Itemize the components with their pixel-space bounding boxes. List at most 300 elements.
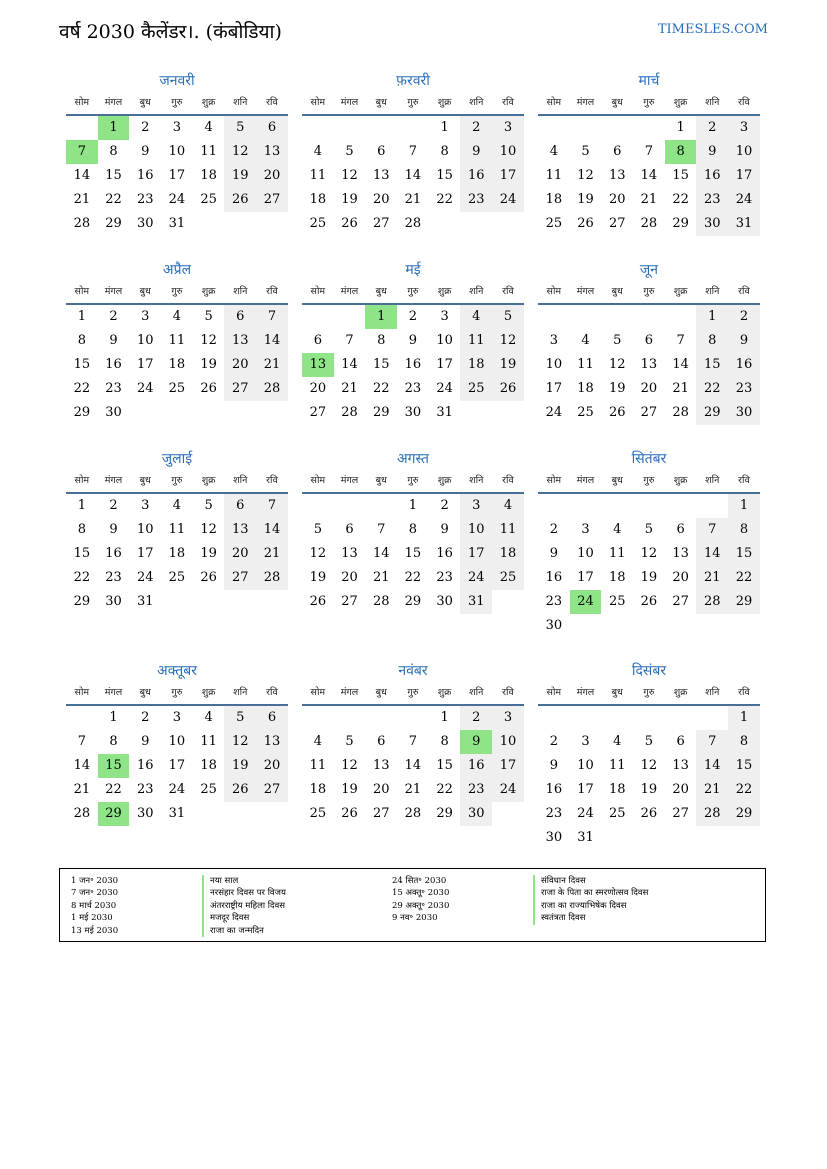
day-cell: 24	[136, 570, 154, 585]
weekday-label: शनि	[469, 97, 484, 108]
day-cell: 25	[492, 566, 524, 590]
empty-cell	[193, 212, 225, 236]
legend-name: स्वतंत्रता दिवस	[533, 912, 648, 924]
weekday-label: गुरु	[643, 97, 655, 108]
day-cell: 30	[136, 216, 154, 231]
day-cell: 2	[696, 116, 728, 140]
weekday-label: बुध	[375, 286, 387, 297]
day-cell: 28	[256, 377, 288, 401]
day-cell: 10	[460, 518, 492, 542]
empty-cell	[665, 494, 697, 518]
day-cell: 1	[440, 710, 449, 725]
day-cell: 31	[136, 594, 154, 609]
week-row	[538, 140, 760, 164]
week-row	[66, 140, 288, 164]
legend-date: 1 मई 2030	[71, 913, 113, 924]
empty-cell	[665, 706, 697, 730]
day-cell: 8	[440, 144, 449, 159]
weekday-header	[538, 470, 760, 494]
weekday-label: शनि	[705, 97, 720, 108]
legend-names-col1	[202, 875, 286, 937]
empty-cell	[365, 494, 397, 518]
week-row	[66, 518, 288, 542]
week-row	[538, 353, 760, 377]
day-cell: 12	[200, 333, 217, 348]
empty-cell	[334, 494, 366, 518]
day-cell: 18	[608, 570, 626, 585]
empty-cell	[665, 305, 697, 329]
legend-dates-col1	[71, 875, 118, 937]
day-cell: 8	[377, 333, 386, 348]
day-cell: 27	[224, 377, 256, 401]
month-name: सितंबर	[631, 451, 667, 467]
day-cell: 7	[408, 734, 418, 749]
weekday-label: बुध	[611, 286, 623, 297]
day-cell: 12	[341, 758, 358, 773]
month-block	[538, 259, 760, 425]
day-cell: 4	[313, 144, 322, 159]
week-row	[302, 518, 524, 542]
month-name: नवंबर	[398, 663, 428, 679]
day-cell: 19	[309, 570, 327, 585]
empty-cell	[601, 116, 633, 140]
month-name: अक्तूबर	[157, 663, 197, 679]
day-cell: 21	[73, 192, 91, 207]
day-cell: 2	[549, 522, 558, 537]
empty-cell	[161, 590, 193, 614]
empty-cell	[397, 116, 429, 140]
day-cell: 13	[372, 168, 390, 183]
day-cell: 2	[549, 734, 558, 749]
day-cell: 17	[577, 782, 594, 797]
day-cell: 4	[313, 734, 322, 749]
day-cell: 28	[696, 590, 728, 614]
day-cell: 2	[109, 498, 118, 513]
day-cell: 11	[492, 518, 524, 542]
day-cell: 16	[436, 546, 453, 561]
day-cell: 13	[672, 546, 689, 561]
day-cell: 14	[372, 546, 390, 561]
weekday-header	[302, 92, 524, 116]
day-cell: 12	[492, 329, 524, 353]
day-cell: 23	[545, 594, 563, 609]
day-cell: 12	[640, 758, 658, 773]
month-name: मार्च	[638, 73, 660, 89]
day-cell: 17	[168, 758, 186, 773]
week-row	[538, 826, 760, 850]
weekday-label: बुध	[139, 286, 151, 297]
day-cell: 11	[608, 758, 626, 773]
day-cell: 26	[608, 405, 626, 420]
day-cell: 10	[577, 546, 594, 561]
weekday-header	[302, 470, 524, 494]
day-cell: 23	[460, 778, 492, 802]
day-cell: 20	[224, 542, 256, 566]
empty-cell	[570, 116, 602, 140]
day-cell: 7	[256, 305, 288, 329]
day-cell: 8	[408, 522, 418, 537]
day-cell: 21	[404, 782, 422, 797]
day-cell: 13	[224, 518, 256, 542]
day-cell: 13	[372, 758, 390, 773]
day-cell: 11	[608, 546, 626, 561]
week-row	[66, 754, 288, 778]
day-cell: 17	[492, 164, 524, 188]
week-row	[538, 116, 760, 140]
site-link[interactable]: TIMESLES.COM	[657, 22, 768, 37]
weekday-label: शुक्र	[201, 97, 216, 108]
day-cell: 6	[676, 522, 685, 537]
legend-date: 15 अक्तू॰ 2030	[392, 888, 450, 899]
week-row	[302, 377, 524, 401]
day-cell: 1	[98, 116, 130, 140]
day-cell: 24	[168, 782, 186, 797]
week-row	[66, 494, 288, 518]
day-cell: 20	[224, 353, 256, 377]
day-cell: 28	[696, 802, 728, 826]
weekday-label: शनि	[469, 687, 484, 698]
week-row	[302, 802, 524, 826]
day-cell: 6	[613, 144, 622, 159]
weekday-label: सोम	[546, 687, 562, 698]
empty-cell	[696, 494, 728, 518]
day-cell: 9	[109, 333, 118, 348]
day-cell: 22	[728, 778, 760, 802]
day-cell: 24	[168, 192, 186, 207]
day-cell: 31	[577, 830, 594, 845]
day-cell: 16	[105, 546, 122, 561]
day-cell: 15	[404, 546, 422, 561]
day-cell: 28	[404, 216, 422, 231]
weekday-label: रवि	[266, 286, 278, 297]
day-cell: 1	[676, 120, 685, 135]
day-cell: 3	[141, 498, 150, 513]
day-cell: 18	[309, 782, 327, 797]
day-cell: 3	[141, 309, 150, 324]
day-cell: 13	[608, 168, 626, 183]
day-cell: 9	[141, 144, 150, 159]
week-row	[538, 188, 760, 212]
day-cell: 6	[345, 522, 354, 537]
empty-cell	[460, 401, 492, 425]
day-cell: 30	[404, 405, 422, 420]
legend-date: 29 अक्तू॰ 2030	[392, 900, 450, 911]
day-cell: 4	[613, 522, 622, 537]
weekday-label: रवि	[266, 687, 278, 698]
day-cell: 3	[460, 494, 492, 518]
day-cell: 29	[98, 802, 130, 826]
day-cell: 20	[341, 570, 358, 585]
weekday-label: मंगल	[340, 97, 359, 108]
empty-cell	[256, 212, 288, 236]
week-row	[302, 566, 524, 590]
day-cell: 3	[440, 309, 449, 324]
day-cell: 6	[224, 494, 256, 518]
day-cell: 14	[256, 329, 288, 353]
weekday-label: शुक्र	[201, 687, 216, 698]
empty-cell	[224, 212, 256, 236]
day-cell: 18	[608, 782, 626, 797]
day-cell: 26	[577, 216, 594, 231]
week-row	[538, 164, 760, 188]
day-cell: 26	[492, 377, 524, 401]
day-cell: 7	[77, 734, 86, 749]
legend-name: नरसंहार दिवस पर विजय	[202, 887, 286, 899]
week-row	[302, 212, 524, 236]
day-cell: 19	[577, 192, 594, 207]
week-row	[302, 140, 524, 164]
day-cell: 9	[460, 140, 492, 164]
empty-cell	[193, 802, 225, 826]
day-cell: 6	[644, 333, 654, 348]
day-cell: 24	[728, 188, 760, 212]
day-cell: 7	[644, 144, 654, 159]
empty-cell	[129, 401, 161, 425]
month-name: अप्रैल	[162, 262, 192, 278]
empty-cell	[696, 614, 728, 638]
day-cell: 2	[141, 710, 150, 725]
day-cell: 13	[672, 758, 689, 773]
day-cell: 23	[460, 188, 492, 212]
day-cell: 5	[345, 144, 354, 159]
day-cell: 6	[313, 333, 322, 348]
week-row	[66, 566, 288, 590]
empty-cell	[633, 614, 665, 638]
empty-cell	[334, 706, 366, 730]
week-row	[66, 353, 288, 377]
empty-cell	[538, 116, 570, 140]
day-cell: 18	[168, 546, 186, 561]
empty-cell	[570, 706, 602, 730]
day-cell: 7	[377, 522, 386, 537]
day-cell: 25	[168, 570, 186, 585]
weekday-label: मंगल	[104, 687, 123, 698]
weekday-label: सोम	[74, 286, 90, 297]
legend-names-col2	[533, 875, 648, 925]
day-cell: 28	[640, 216, 658, 231]
day-cell: 15	[728, 542, 760, 566]
weekday-header	[302, 281, 524, 305]
month-block	[66, 259, 288, 425]
empty-cell	[696, 826, 728, 850]
day-cell: 14	[404, 758, 422, 773]
empty-cell	[633, 494, 665, 518]
week-row	[302, 188, 524, 212]
week-row	[538, 494, 760, 518]
day-cell: 6	[256, 116, 288, 140]
week-row	[66, 305, 288, 329]
day-cell: 8	[665, 140, 697, 164]
day-cell: 16	[545, 782, 563, 797]
week-row	[66, 212, 288, 236]
day-cell: 10	[492, 730, 524, 754]
day-cell: 8	[77, 333, 86, 348]
week-row	[302, 706, 524, 730]
weekday-label: शनि	[233, 687, 248, 698]
day-cell: 14	[256, 518, 288, 542]
day-cell: 7	[696, 730, 728, 754]
day-cell: 4	[581, 333, 590, 348]
day-cell: 23	[136, 782, 154, 797]
day-cell: 30	[105, 405, 122, 420]
week-row	[66, 590, 288, 614]
week-row	[66, 401, 288, 425]
week-row	[66, 188, 288, 212]
legend-date: 7 जन॰ 2030	[71, 888, 119, 899]
day-cell: 31	[436, 405, 453, 420]
day-cell: 1	[696, 305, 728, 329]
day-cell: 1	[728, 494, 760, 518]
weekday-label: मंगल	[104, 286, 123, 297]
day-cell: 3	[549, 333, 558, 348]
weekday-header	[302, 682, 524, 706]
empty-cell	[665, 826, 697, 850]
legend-date: 8 मार्च 2030	[71, 900, 117, 911]
day-cell: 26	[224, 188, 256, 212]
day-cell: 1	[408, 498, 418, 513]
week-row	[538, 754, 760, 778]
day-cell: 22	[728, 566, 760, 590]
day-cell: 2	[109, 309, 118, 324]
day-cell: 14	[341, 357, 358, 372]
day-cell: 10	[436, 333, 453, 348]
weekday-label: रवि	[502, 475, 514, 486]
day-cell: 15	[98, 754, 130, 778]
legend-name: राजा का जन्मदिन	[202, 925, 286, 937]
day-cell: 3	[492, 706, 524, 730]
day-cell: 25	[577, 405, 594, 420]
day-cell: 15	[73, 357, 91, 372]
weekday-label: रवि	[738, 475, 750, 486]
empty-cell	[492, 590, 524, 614]
day-cell: 4	[549, 144, 558, 159]
day-cell: 12	[200, 522, 217, 537]
day-cell: 9	[408, 333, 418, 348]
empty-cell	[224, 802, 256, 826]
day-cell: 5	[224, 706, 256, 730]
day-cell: 10	[492, 140, 524, 164]
day-cell: 22	[105, 192, 122, 207]
day-cell: 27	[341, 594, 358, 609]
weekday-label: मंगल	[340, 687, 359, 698]
legend-name: नया साल	[202, 875, 286, 887]
day-cell: 8	[109, 144, 118, 159]
weekday-label: शनि	[233, 97, 248, 108]
day-cell: 8	[109, 734, 118, 749]
month-block	[66, 660, 288, 826]
empty-cell	[601, 305, 633, 329]
day-cell: 23	[105, 381, 122, 396]
day-cell: 18	[460, 353, 492, 377]
day-cell: 27	[672, 594, 689, 609]
weekday-label: शुक्र	[437, 97, 452, 108]
weekday-header	[66, 92, 288, 116]
day-cell: 22	[696, 377, 728, 401]
day-cell: 25	[608, 594, 626, 609]
empty-cell	[460, 212, 492, 236]
day-cell: 1	[728, 706, 760, 730]
day-cell: 11	[309, 758, 327, 773]
empty-cell	[66, 116, 98, 140]
week-row	[538, 730, 760, 754]
day-cell: 9	[440, 522, 449, 537]
week-row	[66, 116, 288, 140]
day-cell: 25	[309, 216, 327, 231]
day-cell: 4	[172, 498, 182, 513]
empty-cell	[302, 116, 334, 140]
day-cell: 23	[404, 381, 422, 396]
empty-cell	[256, 590, 288, 614]
day-cell: 29	[372, 405, 390, 420]
day-cell: 27	[256, 778, 288, 802]
day-cell: 31	[168, 216, 186, 231]
day-cell: 13	[302, 353, 334, 377]
day-cell: 28	[73, 806, 91, 821]
day-cell: 11	[200, 734, 217, 749]
day-cell: 28	[256, 566, 288, 590]
weekday-header	[538, 281, 760, 305]
weekday-label: शुक्र	[673, 687, 688, 698]
day-cell: 10	[577, 758, 594, 773]
empty-cell	[193, 590, 225, 614]
day-cell: 6	[256, 706, 288, 730]
day-cell: 9	[549, 546, 558, 561]
day-cell: 20	[372, 192, 390, 207]
legend-date: 1 जन॰ 2030	[71, 876, 119, 886]
empty-cell	[538, 494, 570, 518]
weekday-label: सोम	[74, 687, 90, 698]
day-cell: 25	[608, 806, 626, 821]
empty-cell	[665, 614, 697, 638]
weekday-label: मंगल	[576, 687, 595, 698]
day-cell: 2	[408, 309, 418, 324]
day-cell: 28	[73, 216, 91, 231]
day-cell: 11	[200, 144, 217, 159]
week-row	[302, 730, 524, 754]
empty-cell	[256, 401, 288, 425]
day-cell: 14	[404, 168, 422, 183]
day-cell: 14	[696, 542, 728, 566]
empty-cell	[728, 826, 760, 850]
day-cell: 29	[404, 594, 422, 609]
day-cell: 17	[545, 381, 563, 396]
day-cell: 2	[460, 706, 492, 730]
day-cell: 9	[728, 329, 760, 353]
weekday-label: मंगल	[104, 97, 123, 108]
day-cell: 20	[256, 164, 288, 188]
weekday-label: शनि	[469, 475, 484, 486]
day-cell: 18	[200, 168, 217, 183]
legend-date: 13 मई 2030	[71, 925, 119, 936]
day-cell: 27	[608, 216, 626, 231]
week-row	[66, 164, 288, 188]
weekday-label: रवि	[266, 475, 278, 486]
day-cell: 24	[577, 806, 594, 821]
weekday-label: शनि	[705, 687, 720, 698]
week-row	[538, 614, 760, 638]
day-cell: 9	[696, 140, 728, 164]
day-cell: 10	[728, 140, 760, 164]
day-cell: 2	[440, 498, 449, 513]
day-cell: 3	[581, 734, 590, 749]
weekday-label: मंगल	[104, 475, 123, 486]
day-cell: 11	[168, 522, 186, 537]
weekday-label: गुरु	[407, 97, 419, 108]
day-cell: 15	[105, 168, 122, 183]
day-cell: 10	[136, 333, 154, 348]
day-cell: 7	[696, 518, 728, 542]
month-block	[66, 448, 288, 614]
